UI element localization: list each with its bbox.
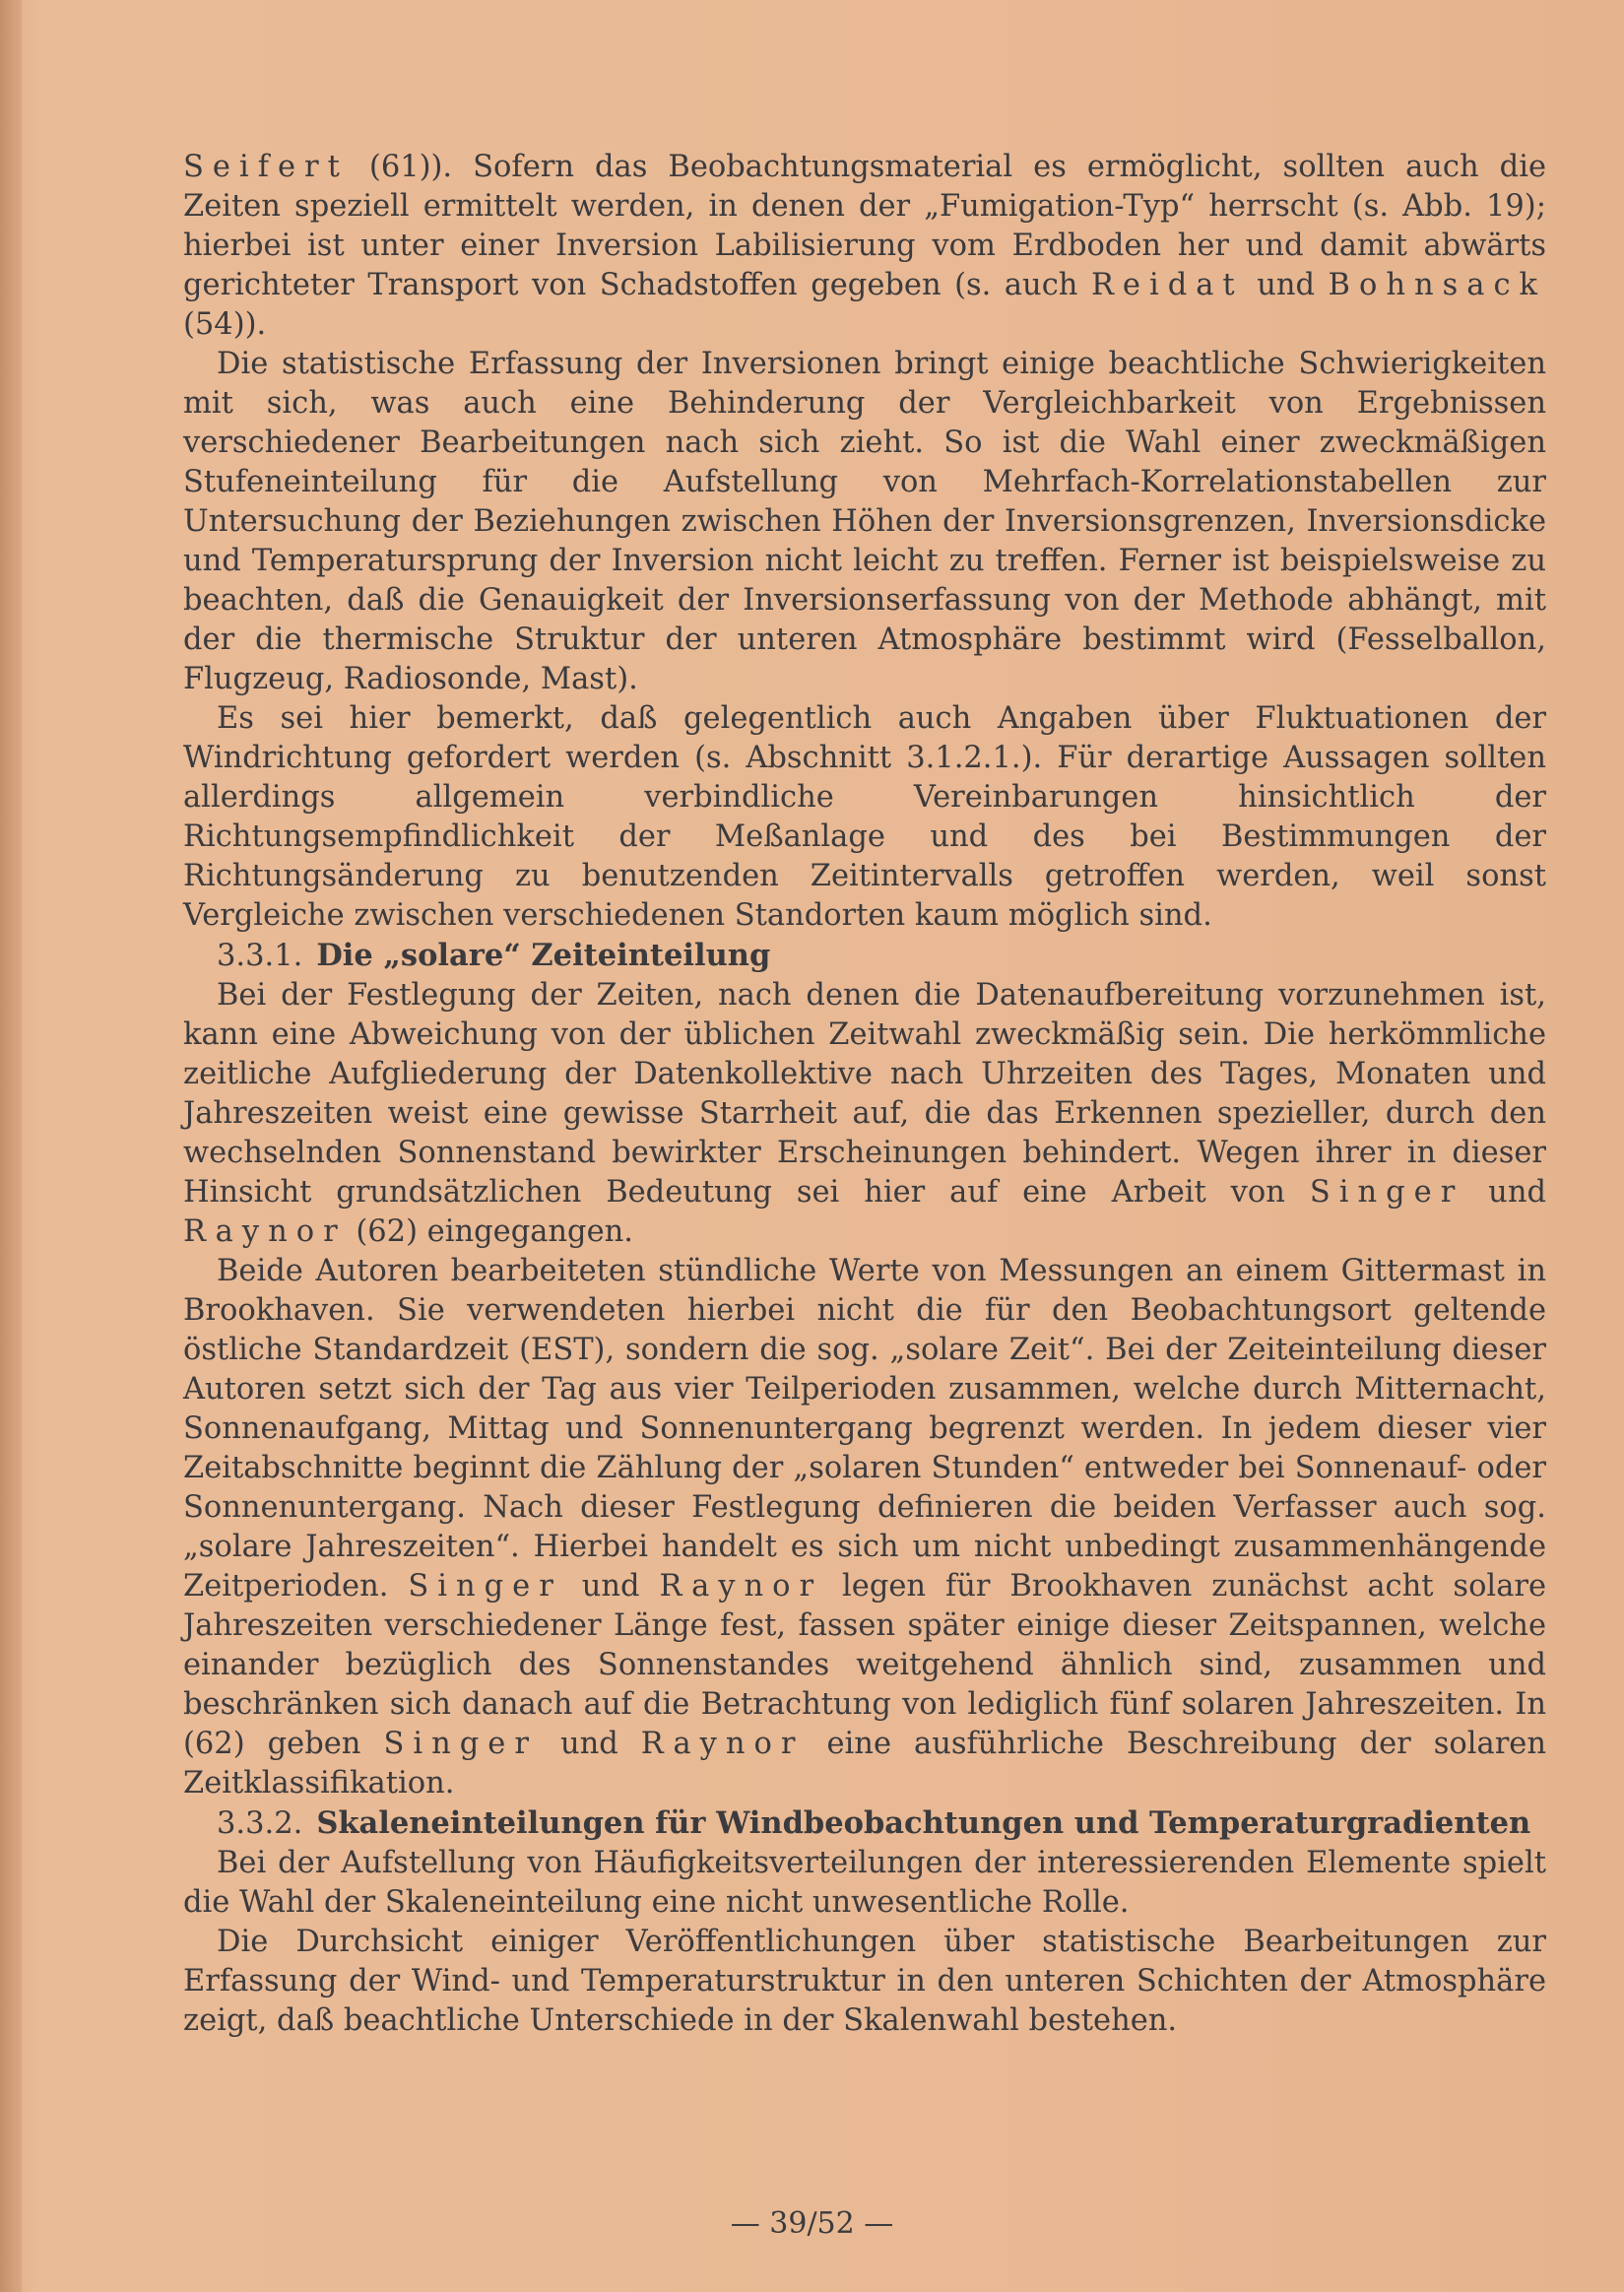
paragraph-4 — [183, 976, 1546, 1252]
paragraph-text: und — [561, 1569, 660, 1604]
page-number: — 39/52 — — [730, 2206, 894, 2241]
paragraph-3: Es sei hier bemerkt, daß gelegentlich auch Angaben über Fluktuationen der Windrichtung gefordert werden (s. Abschnitt 3.1.2.1.). Für derartige Aussagen sollten allerdings allgemein verbindliche Vereinbarungen hinsichtlich der Richtungsempfindlichkeit der Meßanlage und des bei Bestimmungen der Richtungsänderung zu benutzenden Zeitintervalls getroffen werden, weil sonst Vergleiche zwischen verschiedenen Standorten kaum möglich sind. — [183, 701, 1546, 933]
paragraph-text: (61)). Sofern das Beobachtungsmaterial es ermöglicht, sollten auch die Zeiten speziell ermittelt werden, in denen der „Fumigation-Typ“ herrscht (s. Abb. 19); hierbei ist unter einer Inversion Labilisierung vom Erdboden her und damit abwärts gerichteter Transport von Schadstoffen gegeben (s. auch — [183, 150, 1546, 302]
author-name: Singer — [1309, 1175, 1464, 1210]
paragraph-text: Beide Autoren bearbeiteten stündliche Werte von Messungen an einem Gittermast in Brookhaven. Sie verwendeten hierbei nicht die für den Beobachtungsort geltende östliche Standardzeit (EST), sondern die sog. „solare Zeit“. Bei der Zeiteinteilung dieser Autoren setzt sich der Tag aus vier Teilperioden zusammen, welche durch Mitternacht, Sonnenaufgang, Mittag und Sonnenuntergang begrenzt werden. In jedem dieser vier Zeitabschnitte beginnt die Zählung der „solaren Stunden“ entweder bei Sonnenauf- oder Sonnenuntergang. Nach dieser Festlegung definieren die beiden Verfasser auch sog. „solare Jahreszeiten“. Hierbei handelt es sich um nicht unbedingt zusammenhängende Zeitperioden. — [183, 1254, 1546, 1604]
paragraph-text: und — [1463, 1175, 1546, 1210]
paragraph-text: (54)). — [183, 307, 267, 342]
paragraph-2: Die statistische Erfassung der Inversionen bringt einige beachtliche Schwierigkeiten mit sich, was auch eine Behinderung der Vergleichbarkeit von Ergebnissen verschiedener Bearbeitungen nach sich zieht. So ist die Wahl einer zweckmäßigen Stufeneinteilung für die Aufstellung von Mehrfach-Korrelationstabellen zur Untersuchung der Beziehungen zwischen Höhen der Inversionsgrenzen, Inversionsdicke und Temperatursprung der Inversion nicht leicht zu treffen. Ferner ist beispielsweise zu beachten, daß die Genauigkeit der Inversionserfassung von der Methode abhängt, mit der die thermische Struktur der unteren Atmosphäre bestimmt wird (Fesselballon, Flugzeug, Radiosonde, Mast). — [183, 347, 1546, 696]
paragraph-6: Bei der Aufstellung von Häufigkeitsverteilungen der interessierenden Elemente spielt die Wahl der Skaleneinteilung eine nicht unwesentliche Rolle. — [183, 1846, 1546, 1920]
author-name: Singer — [408, 1569, 562, 1604]
section-heading-3-3-1 — [183, 936, 1546, 976]
paragraph-text: (62) eingegangen. — [346, 1214, 633, 1249]
author-name: Singer — [383, 1727, 538, 1761]
section-number: 3.3.2. — [217, 1806, 303, 1841]
author-name: Bohnsack — [1328, 268, 1547, 302]
author-name: Seifert — [183, 150, 349, 184]
section-number: 3.3.1. — [217, 939, 303, 973]
author-name: Raynor — [183, 1214, 347, 1249]
section-title: Die „solare“ Zeiteinteilung — [316, 938, 771, 973]
author-name: Raynor — [659, 1569, 823, 1604]
paragraph-text: Bei der Festlegung der Zeiten, nach denen die Datenaufbereitung vorzunehmen ist, kann eine Abweichung von der üblichen Zeitwahl zweckmäßig sein. Die herkömmliche zeitliche Aufgliederung der Datenkollektive nach Uhrzeiten des Tages, Monaten und Jahreszeiten weist eine gewisse Starrheit auf, die das Erkennen spezieller, durch den wechselnden Sonnenstand bewirkter Erscheinungen behindert. Wegen ihrer in dieser Hinsicht grundsätzlichen Bedeutung sei hier auf eine Arbeit von — [183, 978, 1546, 1210]
document-page — [183, 148, 1546, 2041]
author-name: Raynor — [640, 1727, 805, 1761]
paragraph-7: Die Durchsicht einiger Veröffentlichungen über statistische Bearbeitungen zur Erfassung der Wind- und Temperaturstruktur in den unteren Schichten der Atmosphäre zeigt, daß beachtliche Unterschiede in der Skalenwahl bestehen. — [183, 1925, 1546, 2038]
paragraph-text: legen für Brookhaven zunächst acht solare Jahreszeiten verschiedener Länge fest, fassen später einige dieser Zeitspannen, welche einander bezüglich des Sonnenstandes weitgehend ähnlich sind, zusammen und beschränken sich danach auf die Betrachtung von lediglich fünf solaren Jahreszeiten. In (62) geben — [183, 1569, 1547, 1761]
author-name: Reidat — [1090, 268, 1244, 302]
paragraph-text: und — [1243, 268, 1329, 302]
page-binding-edge — [0, 0, 22, 2292]
section-heading-3-3-2 — [183, 1803, 1546, 1844]
paragraph-1 — [183, 148, 1546, 345]
paragraph-text: und — [537, 1727, 641, 1761]
section-title: Skaleneinteilungen für Windbeobachtungen und Temperaturgradienten — [316, 1805, 1531, 1841]
paragraph-text: eine ausführliche Beschreibung der solaren Zeitklassifikation. — [183, 1727, 1546, 1801]
paragraph-5 — [183, 1252, 1546, 1803]
